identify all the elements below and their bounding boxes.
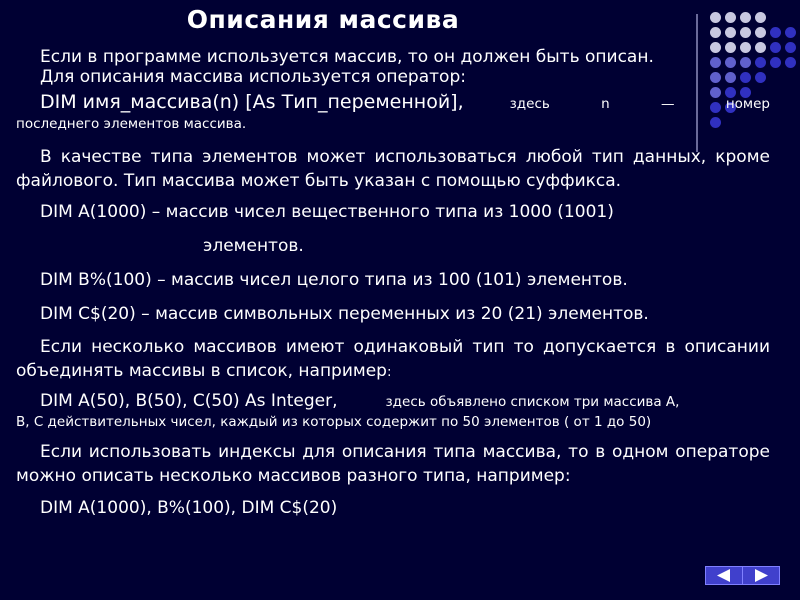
decorative-dot [770, 57, 781, 68]
dim-note-cont: последнего элементов массива. [16, 116, 247, 132]
slide-content [16, 47, 770, 518]
next-slide-button[interactable] [742, 566, 780, 585]
example-1-line-2: элементов. [203, 236, 304, 256]
intro-line-1: Если в программе используется массив, то он должен быть описан. [40, 47, 654, 67]
decorative-dot [740, 12, 751, 23]
intro-line-2: Для описания массива используется оператор: [40, 67, 466, 87]
same-type-colon: : [386, 364, 392, 380]
decorative-dot [755, 27, 766, 38]
dim-note-inline: здесь n — номер [509, 96, 770, 112]
dim-syntax-line [16, 92, 770, 114]
decorative-dot [755, 12, 766, 23]
decorative-dot [785, 42, 796, 53]
previous-slide-button[interactable] [705, 566, 743, 585]
decorative-dot [710, 12, 721, 23]
decorative-dot [725, 12, 736, 23]
list-note-cont: B, C действительных чисел, каждый из которых содержит по 50 элементов ( от 1 до 50) [16, 414, 652, 430]
same-type-text: Если несколько массивов имеют одинаковый тип то допускается в описании объединять массивы в список, например [16, 337, 770, 381]
example-2: DIM B%(100) – массив чисел целого типа из 100 (101) элементов. [40, 270, 628, 290]
decorative-dot [785, 57, 796, 68]
example-1-line-1: DIM A(1000) – массив чисел вещественного типа из 1000 (1001) [40, 202, 614, 222]
types-paragraph: В качестве типа элементов может использоваться любой тип данных, кроме файлового. Тип массива может быть указан с помощью суффикса. [16, 147, 770, 191]
example-3: DIM C$(20) – массив символьных переменных из 20 (21) элементов. [40, 304, 649, 324]
decorative-dot [770, 27, 781, 38]
decorative-dot [770, 42, 781, 53]
list-note-inline: здесь объявлено списком три массива A, [385, 394, 680, 410]
left-arrow-icon [706, 567, 742, 584]
list-example: DIM A(50), B(50), C(50) As Integer, [40, 391, 338, 411]
final-example: DIM A(1000), B%(100), DIM C$(20) [40, 498, 338, 518]
decorative-dot [740, 27, 751, 38]
list-example-line [16, 391, 770, 412]
dim-syntax: DIM имя_массива(n) [As Тип_переменной], [40, 91, 464, 113]
index-paragraph: Если использовать индексы для описания типа массива, то в одном операторе можно описать несколько массивов разного типа, например: [16, 442, 770, 486]
decorative-dot [725, 27, 736, 38]
decorative-dot [710, 27, 721, 38]
slide-title: Описания массива [186, 5, 460, 34]
same-type-paragraph [16, 335, 770, 384]
right-arrow-icon [743, 567, 779, 584]
decorative-dot [785, 27, 796, 38]
